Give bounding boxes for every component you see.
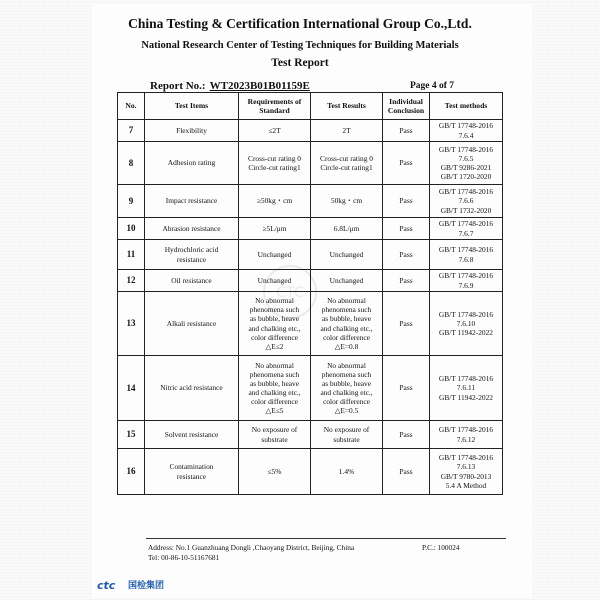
table-row [118, 421, 503, 449]
header-test-items: Test Items [145, 93, 239, 120]
row-requirement: Cross-cut rating 0 Circle-cut rating1 [239, 142, 311, 185]
report-number [150, 80, 310, 92]
footer-address: Address: No.1 Guanzhuang Dongli ,Chaoyang District, Beijing, China [148, 543, 355, 552]
row-method: GB/T 17748-2016 7.6.9 [430, 270, 503, 292]
header-test-methods: Test methods [430, 93, 503, 120]
row-conclusion: Pass [383, 449, 430, 495]
row-number: 12 [118, 270, 145, 292]
row-conclusion: Pass [383, 292, 430, 356]
test-results-table [117, 92, 503, 495]
table-row [118, 292, 503, 356]
row-requirement: Unchanged [239, 240, 311, 270]
logo-text: 国检集团 [128, 581, 165, 591]
row-number: 9 [118, 185, 145, 218]
row-requirement: Unchanged [239, 270, 311, 292]
row-test-item: Contamination resistance [145, 449, 239, 495]
row-test-item: Abrasion resistance [145, 218, 239, 240]
row-requirement: ≥50kg・cm [239, 185, 311, 218]
table-row [118, 142, 503, 185]
row-test-item: Oil resistance [145, 270, 239, 292]
row-number: 10 [118, 218, 145, 240]
table-header-row [118, 93, 503, 120]
row-number: 7 [118, 120, 145, 142]
row-conclusion: Pass [383, 185, 430, 218]
table-row [118, 270, 503, 292]
row-method: GB/T 17748-2016 7.6.7 [430, 218, 503, 240]
row-result: 1.4% [311, 449, 383, 495]
row-requirement: No exposure of substrate [239, 421, 311, 449]
row-conclusion: Pass [383, 356, 430, 421]
row-number: 15 [118, 421, 145, 449]
table-row [118, 185, 503, 218]
row-result: 50kg・cm [311, 185, 383, 218]
footer-divider [146, 538, 506, 539]
row-test-item: Adhesion rating [145, 142, 239, 185]
row-number: 16 [118, 449, 145, 495]
company-name: China Testing & Certification International Group Co.,Ltd. [128, 16, 472, 31]
row-number: 13 [118, 292, 145, 356]
row-number: 8 [118, 142, 145, 185]
document-title: Test Report [271, 57, 329, 69]
header-requirements: Requirements of Standard [239, 93, 311, 120]
row-result: Unchanged [311, 270, 383, 292]
ctc-logo-icon [97, 579, 125, 591]
footer-telephone: Tel: 00-86-10-51167681 [148, 553, 220, 562]
row-result: Cross-cut rating 0 Circle-cut rating1 [311, 142, 383, 185]
svg-text:ctc: ctc [97, 578, 116, 591]
row-number: 14 [118, 356, 145, 421]
row-result: No exposure of substrate [311, 421, 383, 449]
table-row [118, 356, 503, 421]
row-conclusion: Pass [383, 240, 430, 270]
report-number-label: Report No.: [150, 80, 206, 92]
row-result: No abnormal phenomena such as bubble, heave and chalking etc., color difference △E=0.8 [311, 292, 383, 356]
row-conclusion: Pass [383, 218, 430, 240]
row-method: GB/T 17748-2016 7.6.12 [430, 421, 503, 449]
svg-text:CTC: CTC [276, 285, 304, 301]
row-number: 11 [118, 240, 145, 270]
header-conclusion: Individual Conclusion [383, 93, 430, 120]
table-row [118, 240, 503, 270]
row-conclusion: Pass [383, 142, 430, 185]
row-test-item: Nitric acid resistance [145, 356, 239, 421]
footer-postal-code: P.C.: 100024 [422, 543, 460, 552]
row-test-item: Impact resistance [145, 185, 239, 218]
row-test-item: Flexibility [145, 120, 239, 142]
row-method: GB/T 17748-2016 7.6.6 GB/T 1732-2020 [430, 185, 503, 218]
row-conclusion: Pass [383, 421, 430, 449]
header-test-results: Test Results [311, 93, 383, 120]
row-test-item: Hydrochloric acid resistance [145, 240, 239, 270]
row-requirement: ≥5L/μm [239, 218, 311, 240]
row-result: 6.8L/μm [311, 218, 383, 240]
row-requirement: No abnormal phenomena such as bubble, heave and chalking etc., color difference △E≤5 [239, 356, 311, 421]
report-number-value: WT2023B01B01159E [209, 80, 310, 92]
row-test-item: Alkali resistance [145, 292, 239, 356]
row-requirement: ≤5% [239, 449, 311, 495]
table-row [118, 449, 503, 495]
row-requirement: ≤2T [239, 120, 311, 142]
row-conclusion: Pass [383, 120, 430, 142]
header-no: No. [118, 93, 145, 120]
row-method: GB/T 17748-2016 7.6.13 GB/T 9780-2013 5.4 A Method [430, 449, 503, 495]
row-conclusion: Pass [383, 270, 430, 292]
company-logo [97, 578, 164, 591]
page-indicator: Page 4 of 7 [410, 81, 455, 91]
table-row [118, 120, 503, 142]
row-method: GB/T 17748-2016 7.6.10 GB/T 11942-2022 [430, 292, 503, 356]
research-center-name: National Research Center of Testing Techniques for Building Materials [141, 40, 459, 51]
row-result: 2T [311, 120, 383, 142]
row-requirement: No abnormal phenomena such as bubble, heave and chalking etc., color difference △E≤2 [239, 292, 311, 356]
table-row [118, 218, 503, 240]
row-result: Unchanged [311, 240, 383, 270]
row-test-item: Solvent resistance [145, 421, 239, 449]
row-result: No abnormal phenomena such as bubble, heave and chalking etc., color difference △E=0.5 [311, 356, 383, 421]
row-method: GB/T 17748-2016 7.6.8 [430, 240, 503, 270]
row-method: GB/T 17748-2016 7.6.4 [430, 120, 503, 142]
row-method: GB/T 17748-2016 7.6.5 GB/T 9286-2021 GB/T 1720-2020 [430, 142, 503, 185]
row-method: GB/T 17748-2016 7.6.11 GB/T 11942-2022 [430, 356, 503, 421]
